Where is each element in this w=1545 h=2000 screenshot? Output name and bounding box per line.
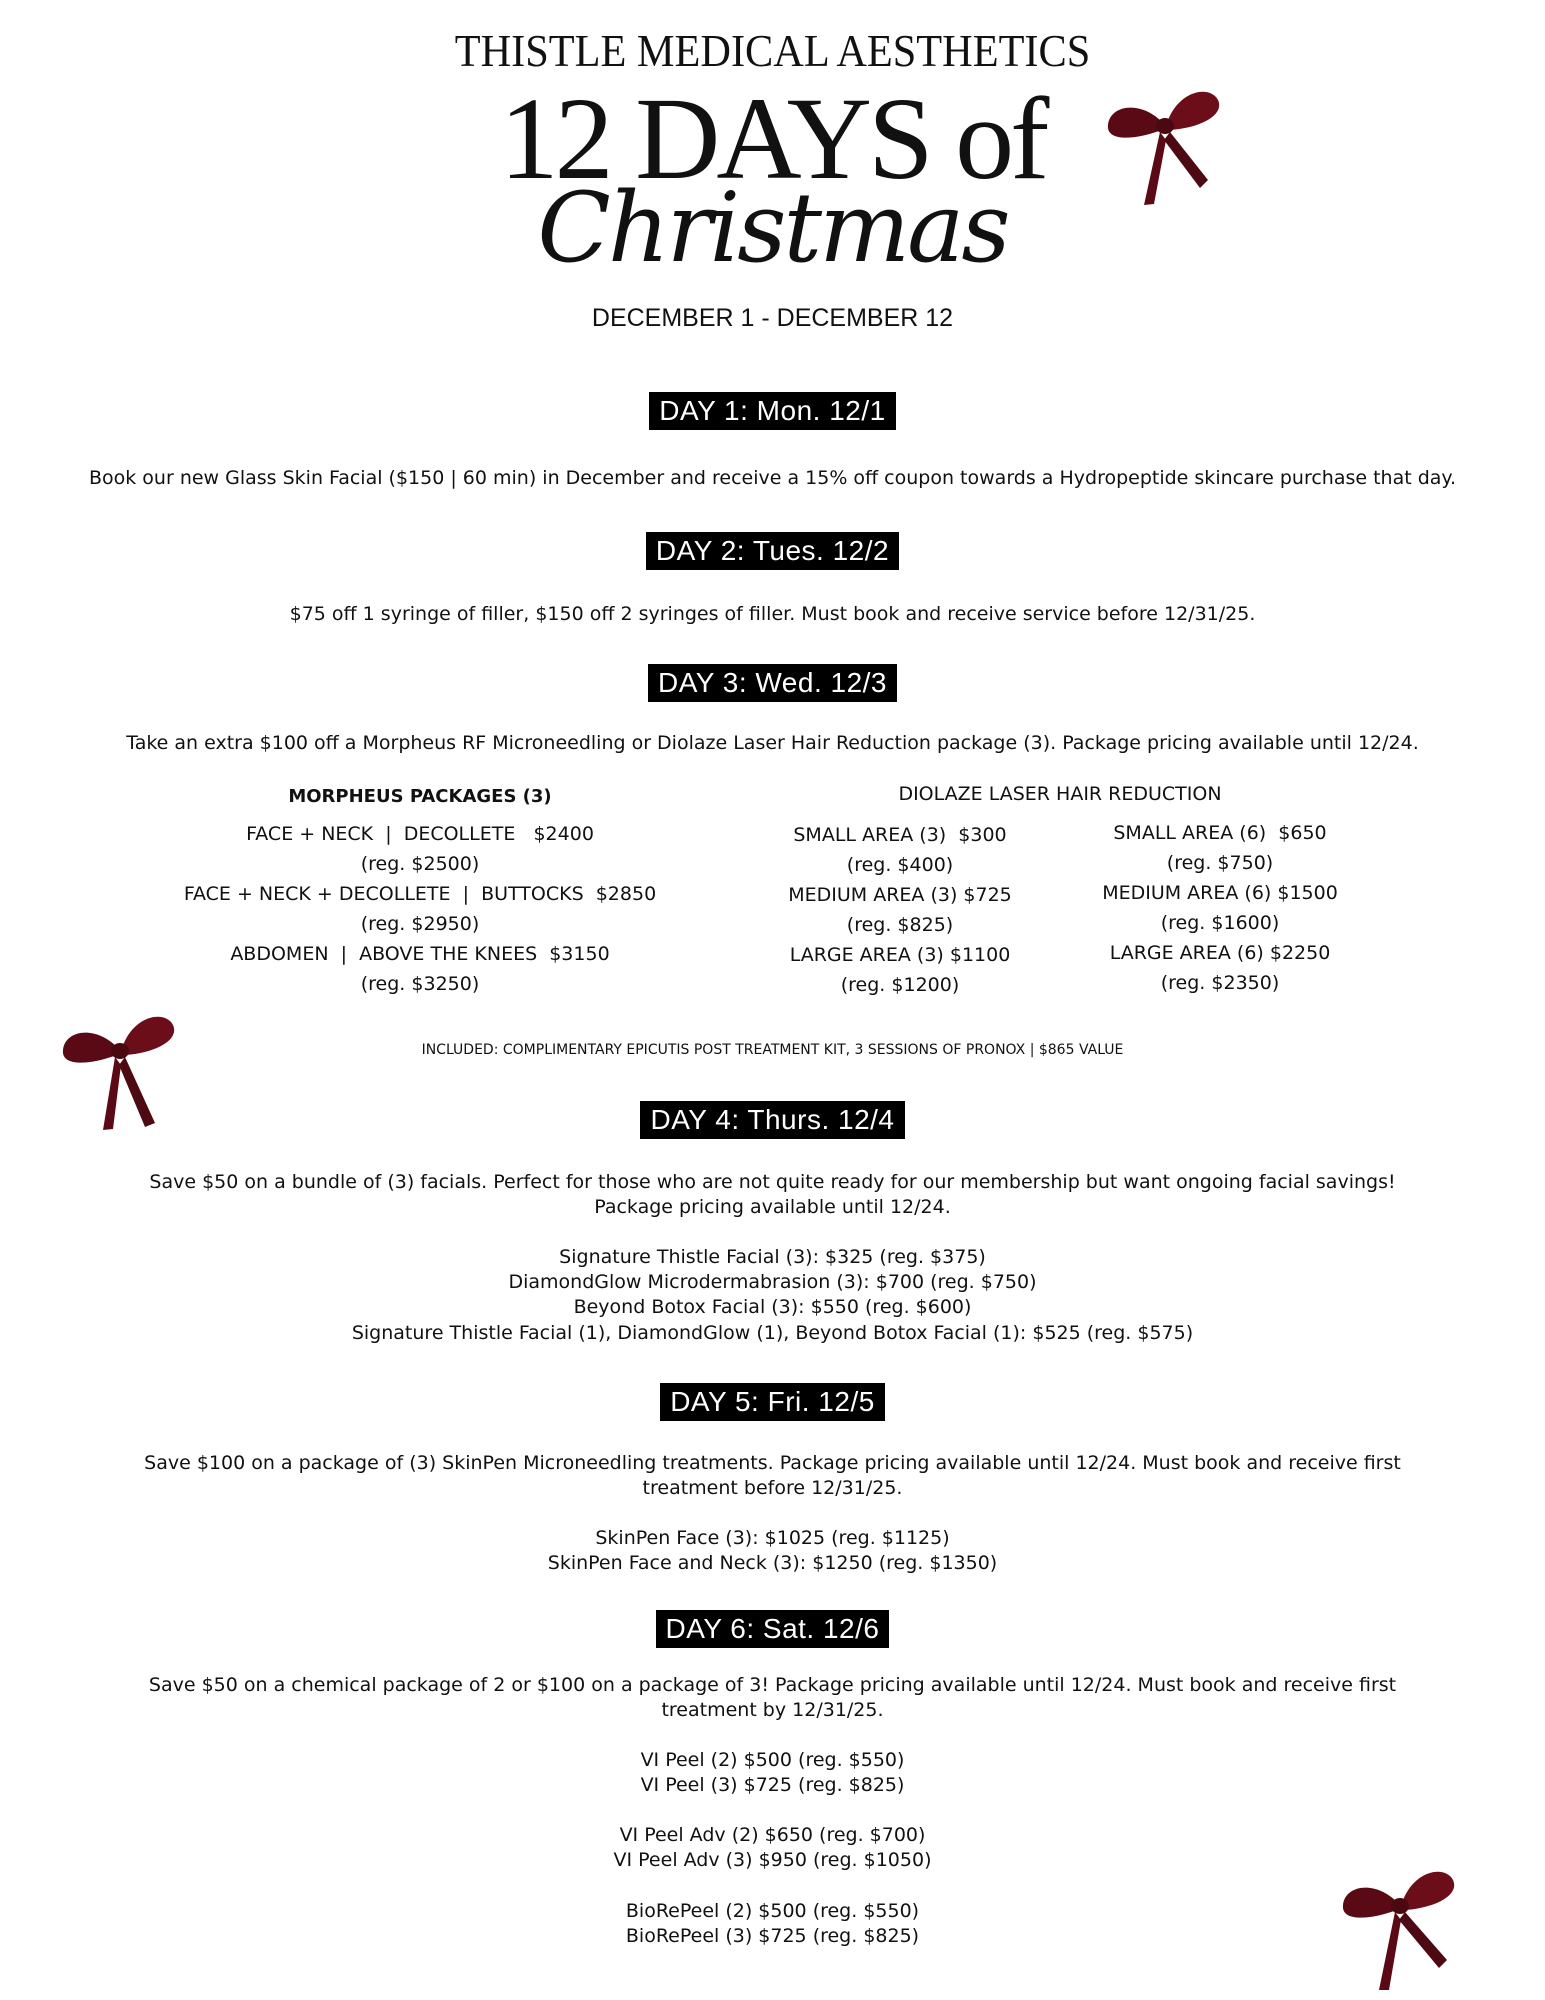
day-5-label: DAY 5: Fri. 12/5 [660,1383,885,1421]
diolaze-heading: DIOLAZE LASER HAIR REDUCTION [898,783,1222,805]
morpheus-heading: MORPHEUS PACKAGES (3) [288,786,552,807]
date-range: DECEMBER 1 - DECEMBER 12 [591,304,954,332]
diolaze-line: (reg. $825) [846,914,954,936]
day-2-header [0,532,1545,572]
diolaze-col-6 [1060,818,1380,998]
day-6-item: VI Peel (3) $725 (reg. $825) [640,1774,905,1796]
day-4-label: DAY 4: Thurs. 12/4 [640,1101,904,1139]
brand-name: THISTLE MEDICAL AESTHETICS [454,25,1091,76]
diolaze-line: (reg. $1200) [840,974,960,996]
day-1-label: DAY 1: Mon. 12/1 [649,392,895,430]
diolaze-line: (reg. $2350) [1160,972,1280,994]
diolaze-line: (reg. $1600) [1160,912,1280,934]
morpheus-line: FACE + NECK | DECOLLETE $2400 [246,823,594,845]
day-4-text: Package pricing available until 12/24. [594,1196,951,1218]
day-3-text: Take an extra $100 off a Morpheus RF Microneedling or Diolaze Laser Hair Reduction package (3). Package pricing available until 12/24. [126,732,1419,754]
diolaze-line: LARGE AREA (3) $1100 [789,944,1011,966]
day-3-header [0,664,1545,704]
day-5-text: treatment before 12/31/25. [642,1477,903,1499]
page-title: 12 DAYS of [499,73,1046,204]
included-note: INCLUDED: COMPLIMENTARY EPICUTIS POST TREATMENT KIT, 3 SESSIONS OF PRONOX | $865 VALUE [421,1042,1124,1058]
diolaze-line: (reg. $400) [846,854,954,876]
diolaze-line: MEDIUM AREA (6) $1500 [1102,882,1338,904]
diolaze-line: (reg. $750) [1166,852,1274,874]
day-6-item: BioRePeel (3) $725 (reg. $825) [625,1925,920,1947]
day-6-item: VI Peel Adv (3) $950 (reg. $1050) [613,1849,932,1871]
day-3-label: DAY 3: Wed. 12/3 [648,664,897,702]
bow-icon [1100,80,1230,210]
day-6-text: Save $50 on a chemical package of 2 or $100 on a package of 3! Package pricing available until 12/24. Must book and receive first [148,1674,1397,1696]
day-6-header [0,1610,1545,1650]
diolaze-line: SMALL AREA (6) $650 [1113,822,1327,844]
day-6-item: VI Peel (2) $500 (reg. $550) [640,1749,905,1771]
diolaze-line: SMALL AREA (3) $300 [793,824,1007,846]
day-5-item: SkinPen Face (3): $1025 (reg. $1125) [595,1527,950,1549]
day-4-item: Signature Thistle Facial (1), DiamondGlow (1), Beyond Botox Facial (1): $525 (reg. $575) [351,1322,1194,1344]
day-4-item: Beyond Botox Facial (3): $550 (reg. $600) [573,1296,972,1318]
morpheus-line: (reg. $3250) [360,973,480,995]
day-4-item: Signature Thistle Facial (3): $325 (reg. $375) [559,1246,986,1268]
page-title-script: Christmas [537,172,1008,284]
morpheus-line: FACE + NECK + DECOLLETE | BUTTOCKS $2850 [183,883,657,905]
day-1-text: Book our new Glass Skin Facial ($150 | 60 min) in December and receive a 15% off coupon towards a Hydropeptide skincare purchase that day. [88,467,1457,489]
day-2-label: DAY 2: Tues. 12/2 [646,532,899,570]
day-2-text: $75 off 1 syringe of filler, $150 off 2 syringes of filler. Must book and receive service before 12/31/25. [289,603,1256,625]
day-5-text: Save $100 on a package of (3) SkinPen Microneedling treatments. Package pricing available until 12/24. Must book and receive first [144,1452,1401,1474]
day-5-item: SkinPen Face and Neck (3): $1250 (reg. $1350) [547,1552,998,1574]
day-6-text: treatment by 12/31/25. [661,1699,884,1721]
morpheus-line: (reg. $2500) [360,853,480,875]
diolaze-line: MEDIUM AREA (3) $725 [788,884,1012,906]
day-5-header [0,1383,1545,1423]
diolaze-col-3 [740,820,1060,1000]
morpheus-line: (reg. $2950) [360,913,480,935]
morpheus-packages [130,786,710,999]
diolaze-line: LARGE AREA (6) $2250 [1109,942,1331,964]
morpheus-line: ABDOMEN | ABOVE THE KNEES $3150 [230,943,610,965]
day-6-item: VI Peel Adv (2) $650 (reg. $700) [619,1824,926,1846]
day-4-text: Save $50 on a bundle of (3) facials. Perfect for those who are not quite ready for our membership but want ongoing facial savings! [149,1171,1396,1193]
day-4-item: DiamondGlow Microdermabrasion (3): $700 (reg. $750) [508,1271,1037,1293]
day-6-label: DAY 6: Sat. 12/6 [656,1610,890,1648]
day-6-item: BioRePeel (2) $500 (reg. $550) [625,1900,920,1922]
day-4-header [0,1101,1545,1141]
day-1-header [0,392,1545,432]
